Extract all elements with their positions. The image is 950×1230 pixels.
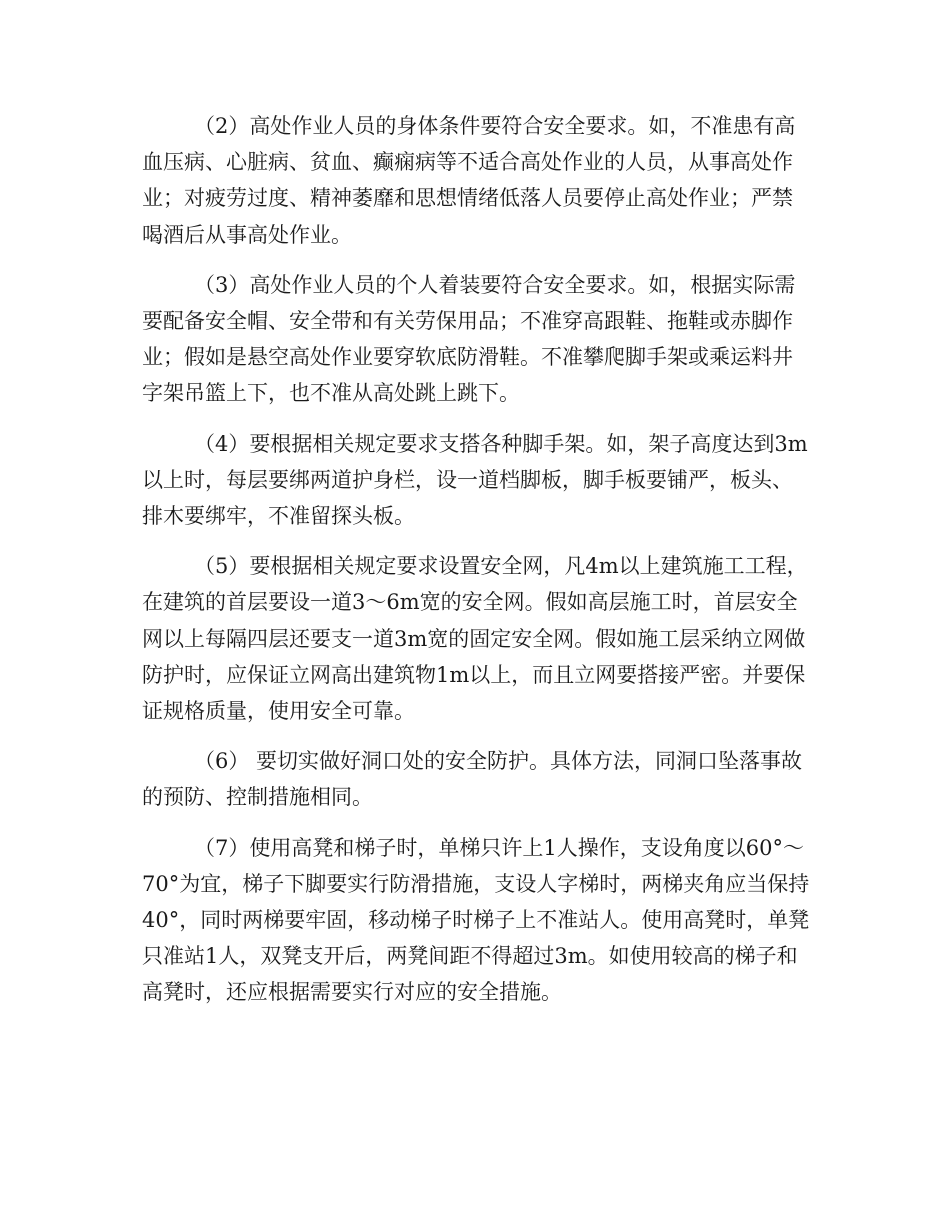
paragraph-3: （3）高处作业人员的个人着装要符合安全要求。如，根据实际需要配备安全帽、安全带和有关劳保用品；不准穿高跟鞋、拖鞋或赤脚作业；假如是悬空高处作业要穿软底防滑鞋。不准攀爬脚手架或乘运料井字架吊篮上下，也不准从高处跳上跳下。 (142, 272, 796, 406)
paragraph-6: （6） 要切实做好洞口处的安全防护。具体方法，同洞口坠落事故的预防、控制措施相同。 (142, 749, 803, 810)
document-body (142, 108, 812, 1025)
paragraph-2: （2）高处作业人员的身体条件要符合安全要求。如，不准患有高血压病、心脏病、贫血、癫痫病等不适合高处作业的人员，从事高处作业；对疲劳过度、精神萎靡和思想情绪低落人员要停止高处作业；严禁喝酒后从事高处作业。 (142, 114, 796, 247)
paragraph-7: （7）使用高凳和梯子时，单梯只许上1人操作，支设角度以60°～70°为宜，梯子下脚要实行防滑措施，支设人字梯时，两梯夹角应当保持40°，同时两梯要牢固，移动梯子时梯子上不准站人。使用高凳时，单凳只准站1人，双凳支开后，两凳间距不得超过3m。如使用较高的梯子和高凳时，还应根据需要实行对应的安全措施。 (142, 835, 810, 1005)
paragraph-5: （5）要根据相关规定要求设置安全网，凡4m以上建筑施工工程，在建筑的首层要设一道3～6m宽的安全网。假如高层施工时，首层安全网以上每隔四层还要支一道3m宽的固定安全网。假如施工层采纳立网做防护时，应保证立网高出建筑物1m以上，而且立网要搭接严密。并要保证规格质量，使用安全可靠。 (142, 554, 808, 724)
paragraph-4: （4）要根据相关规定要求支搭各种脚手架。如，架子高度达到3m以上时，每层要绑两道护身栏，设一道档脚板，脚手板要铺严，板头、排木要绑牢，不准留探头板。 (142, 431, 808, 529)
